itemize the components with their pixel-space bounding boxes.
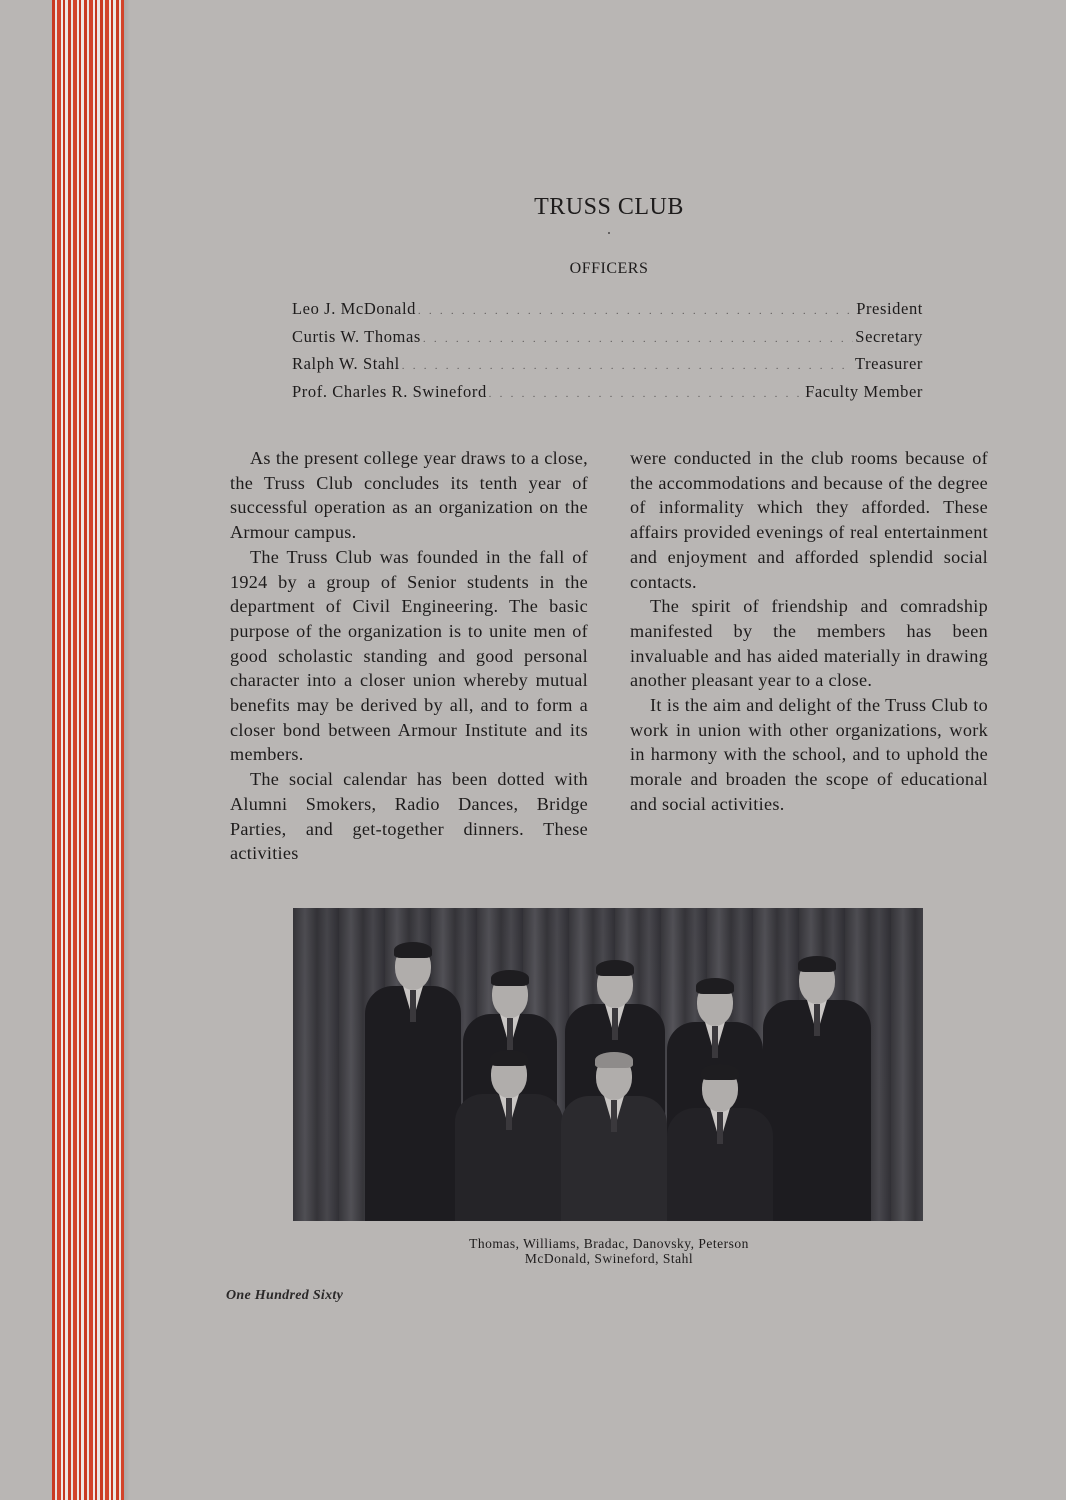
person-figure xyxy=(365,946,461,1221)
officers-list xyxy=(292,299,923,410)
caption-line: McDonald, Swineford, Stahl xyxy=(524,1251,694,1266)
paragraph: As the present college year draws to a close, the Truss Club concludes its tenth year of successful operation as an organization on the Armour campus. xyxy=(230,448,588,543)
caption-line: Thomas, Williams, Bradac, Danovsky, Peterson xyxy=(469,1236,749,1251)
paragraph: The social calendar has been dotted with Alumni Smokers, Radio Dances, Bridge Parties, and get-together dinners. These activities xyxy=(230,769,588,864)
paragraph: The spirit of friendship and comradship manifested by the members has been invaluable and has aided materially in drawing another pleasant year to a close. xyxy=(630,596,988,691)
officer-name: Prof. Charles R. Swineford xyxy=(292,382,487,402)
person-figure xyxy=(561,1056,667,1221)
officer-role: Treasurer xyxy=(854,354,923,374)
officer-row xyxy=(292,354,923,382)
print-speck xyxy=(608,232,610,234)
officer-role: Faculty Member xyxy=(805,382,923,402)
paragraph: were conducted in the club rooms because of the accommodations and because of the degree of informality which they afforded. These affairs provided evenings of real entertainment and enjoyment and afforded splendid social contacts. xyxy=(630,448,988,592)
page-number: One Hundred Sixty xyxy=(226,1288,344,1303)
officer-row xyxy=(292,382,923,410)
body-column-right xyxy=(630,446,988,817)
officer-row xyxy=(292,327,923,355)
person-figure xyxy=(455,1054,563,1221)
officer-role: Secretary xyxy=(855,326,923,346)
person-figure xyxy=(667,1068,773,1221)
officer-name: Ralph W. Stahl xyxy=(292,354,400,374)
dot-leader xyxy=(489,389,803,400)
officer-name: Leo J. McDonald xyxy=(292,299,417,318)
dot-leader xyxy=(418,306,854,317)
photo-caption xyxy=(0,1236,1066,1266)
officer-role: President xyxy=(856,299,923,318)
page-title: TRUSS CLUB xyxy=(534,194,684,220)
paragraph: The Truss Club was founded in the fall of 1924 by a group of Senior students in the department of Civil Engineering. The basic purpose of the organization is to unite men of good scholastic standing and good personal character into a closer union whereby mutual benefits may be derived by all, and to form a closer bond between Armour Institute and its members. xyxy=(230,546,588,765)
stripe-shadow xyxy=(124,0,130,1500)
officer-name: Curtis W. Thomas xyxy=(292,326,421,346)
dot-leader xyxy=(402,361,853,372)
person-figure xyxy=(763,960,871,1221)
group-photo xyxy=(293,908,923,1221)
body-column-left xyxy=(230,446,588,866)
dot-leader xyxy=(423,334,853,345)
paragraph: It is the aim and delight of the Truss Club to work in union with other organizations, work in harmony with the school, and to uphold the morale and broaden the scope of educational and social activities. xyxy=(630,695,988,814)
officers-heading: OFFICERS xyxy=(569,260,649,277)
officer-row xyxy=(292,299,923,327)
decorative-red-stripe-border xyxy=(52,0,124,1500)
